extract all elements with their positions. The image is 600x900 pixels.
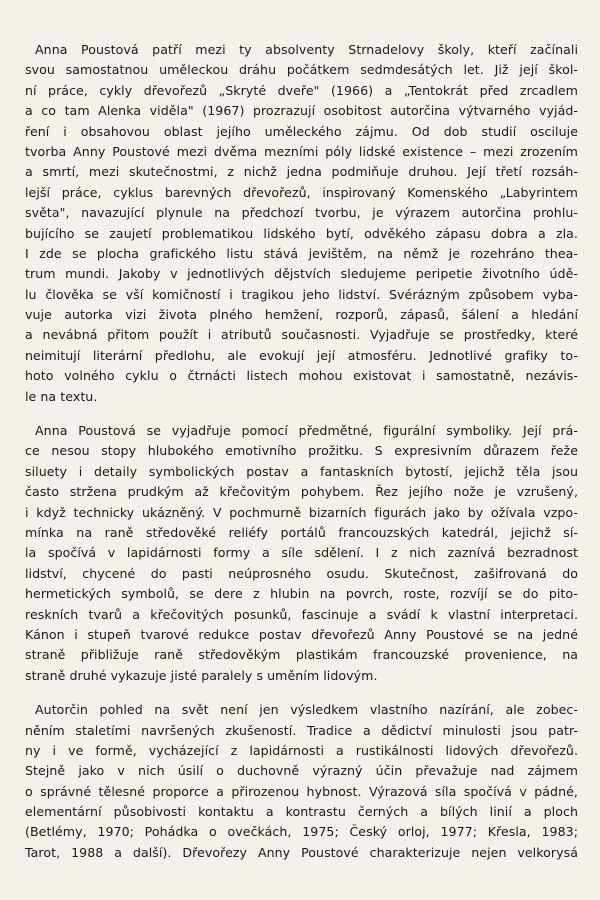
text-line: svou samostatnou uměleckou dráhu počátkem sedmdesátých let. Již její škol- xyxy=(25,62,578,78)
text-line: Anna Poustová se vyjadřuje pomocí předmětné, figurální symboliky. Její prá- xyxy=(35,423,578,439)
text-line: lu člověka se vší komičností i tragikou jeho lidství. Svérázným způsobem vyba- xyxy=(25,286,578,302)
text-line: Stejně jako v nich úsilí o duchovně výrazný účin převažuje nad zájmem xyxy=(25,763,578,779)
text-line: ce nesou stopy hlubokého emotivního prožitku. S expresivním důrazem řeže xyxy=(25,443,578,459)
text-line: straně druhé vykazuje jisté paralely s uměním lidovým. xyxy=(25,667,378,683)
text-line: Kánon i stupeň tvarové redukce postav dřevořezů Anny Poustové se na jedné xyxy=(25,626,578,642)
text-line: lidství, chycené do pasti neúprosného osudu. Skutečnost, zašifrovaná do xyxy=(25,565,578,581)
text-line: a co tam Alenka viděla" (1967) prozrazují osobitost autorčina výtvarného vyjád- xyxy=(25,103,578,119)
text-line: Tarot, 1988 a další). Dřevořezy Anny Poustové charakterizuje nejen velkorysá xyxy=(25,844,578,860)
text-line: o správné tělesné proporce a přirozenou hybnost. Výrazová síla spočívá v pádné, xyxy=(25,783,578,799)
text-line: ny i ve formě, vycházející z lapidárnosti a rustikálnosti lidových dřevořezů. xyxy=(25,742,578,758)
text-line: světa", navazující plynule na předchozí tvorbu, je výrazem autorčina prohlu- xyxy=(25,205,578,221)
text-line: mínka na raně středověké reliéfy portálů francouzských katedrál, jejichž sí- xyxy=(25,524,578,540)
text-line: trum mundi. Jakoby v jednotlivých dějstvích sledujeme peripetie životního údě- xyxy=(25,266,578,282)
text-line: vuje autorka vizi života plného hemžení, rozporů, zápasů, šálení a hledání xyxy=(25,307,578,323)
text-line: a nevábná přitom použít i atributů současnosti. Vyjadřuje se prostředky, které xyxy=(25,327,578,343)
text-line: i když technicky ukázněný. V pochmurně bizarních figurách jako by ožívala vzpo- xyxy=(25,504,578,520)
text-line: neimitují literární předlohu, ale evokují její atmosféru. Jednotlivé grafiky to- xyxy=(25,347,578,363)
text-line: straně přibližuje raně středověkým plastikám francouzské provenience, na xyxy=(25,647,578,663)
text-line: hoto volného cyklu o čtrnácti listech mohou existovat i samostatně, nezávis- xyxy=(25,368,578,384)
text-line: la spočívá v lapidárnosti formy a síle sdělení. I z nich zaznívá bezradnost xyxy=(25,545,578,561)
text-line: bujícího se zaujetí problematikou lidského bytí, odvěkého zápasu dobra a zla. xyxy=(25,225,578,241)
paragraph-2 xyxy=(25,421,578,686)
text-line: ření i obsahovou oblast jejího uměleckého zájmu. Od dob studií osciluje xyxy=(25,123,578,139)
text-line: reskních tvarů a křečovitých posunků, fascinuje a svádí k vlastní interpretaci. xyxy=(25,606,578,622)
paragraph-1 xyxy=(25,40,578,407)
text-line: něním staletími navršených zkušeností. Tradice a dědictví minulosti jsou patr- xyxy=(25,722,578,738)
text-line: často stržena prudkým až křečovitým pohybem. Řez jejího nože je vzrušený, xyxy=(25,484,578,500)
paragraph-3 xyxy=(25,700,578,863)
text-line: hermetických symbolů, se dere z hlubin na povrch, roste, rozvíjí se do pito- xyxy=(25,586,578,602)
text-line: I zde se plocha grafického listu stává jevištěm, na němž je rozehráno thea- xyxy=(25,245,578,261)
text-line: a smrtí, mezi skutečnostmi, z nichž jedna podmiňuje druhou. Její třetí rozsáh- xyxy=(25,164,578,180)
text-line: Autorčin pohled na svět není jen výsledkem vlastního nazírání, ale zobec- xyxy=(35,702,578,718)
text-line: Anna Poustová patří mezi ty absolventy Strnadelovy školy, kteří začínali xyxy=(35,42,578,57)
text-line: (Betlémy, 1970; Pohádka o ovečkách, 1975; Český orloj, 1977; Křesla, 1983; xyxy=(25,824,578,840)
text-line: ní práce, cykly dřevořezů „Skryté dveře" (1966) a „Tentokrát před zrcadlem xyxy=(25,82,578,98)
text-line: tvorba Anny Poustové mezi dvěma mezními póly lidské existence – mezi zrozením xyxy=(25,143,578,159)
text-line: elementární působivosti kontaktu a kontrastu černých a bílých linií a ploch xyxy=(25,804,578,820)
text-line: le na textu. xyxy=(25,388,98,404)
text-line: siluety i detaily symbolických postav a fantaskních bytostí, jejichž těla jsou xyxy=(25,463,578,479)
text-line: lejší práce, cyklus barevných dřevořezů, inspirovaný Komenského „Labyrintem xyxy=(25,184,578,200)
